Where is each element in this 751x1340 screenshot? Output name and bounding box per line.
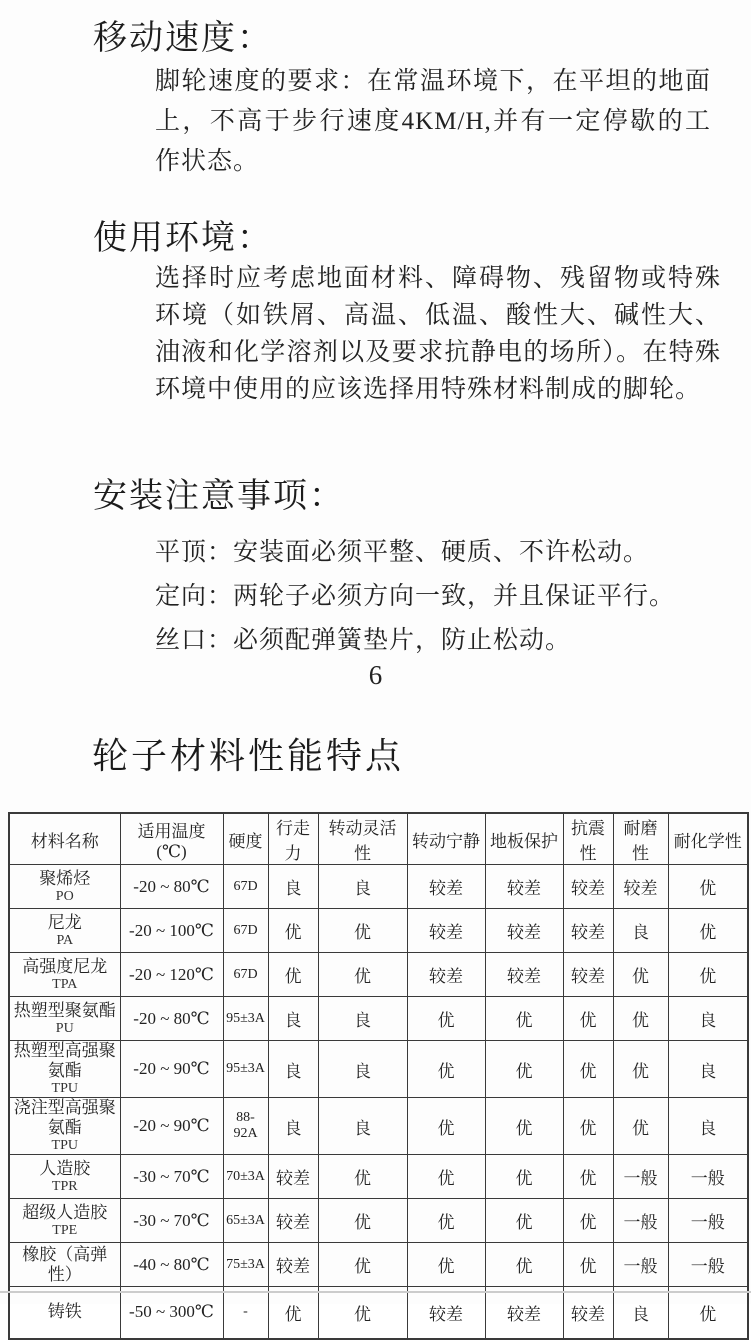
table-cell: 良 — [268, 1041, 318, 1098]
material-name-cell — [9, 997, 120, 1041]
installation-note-flat-top: 平顶：安装面必须平整、硬质、不许松动。 — [155, 539, 650, 566]
table-cell: 一般 — [668, 1243, 748, 1287]
table-cell: 75±3A — [223, 1243, 268, 1287]
material-name-cell — [9, 1243, 120, 1287]
table-row — [9, 953, 748, 997]
material-name-cell — [9, 1041, 120, 1098]
table-cell: 较差 — [563, 909, 613, 953]
material-name: 浇注型高强聚氨酯 — [13, 1098, 116, 1137]
column-header: 适用温度(℃) — [120, 813, 223, 865]
table-cell: 优 — [563, 1155, 613, 1199]
table-cell: 优 — [485, 1155, 563, 1199]
table-cell: 优 — [563, 1041, 613, 1098]
table-cell: 良 — [268, 1098, 318, 1155]
table-cell: -40 ~ 80℃ — [120, 1243, 223, 1287]
table-cell: 较差 — [268, 1243, 318, 1287]
table-cell: 较差 — [407, 909, 485, 953]
table-cell: - — [223, 1287, 268, 1339]
table-row — [9, 1199, 748, 1243]
material-name: 超级人造胶 — [22, 1202, 108, 1222]
table-row — [9, 997, 748, 1041]
table-cell: 良 — [268, 865, 318, 909]
material-name-cell — [9, 1287, 120, 1339]
table-cell: 优 — [318, 1243, 407, 1287]
table-cell: 优 — [668, 953, 748, 997]
table-cell: 较差 — [485, 953, 563, 997]
table-row — [9, 865, 748, 909]
table-row — [9, 1287, 748, 1339]
section-heading-usage-environment: 使用环境： — [93, 220, 273, 257]
table-cell: 一般 — [613, 1199, 668, 1243]
page-number: 6 — [368, 660, 383, 690]
material-name: 聚烯烃 — [39, 868, 91, 888]
table-cell: 良 — [668, 1098, 748, 1155]
table-cell: 较差 — [407, 865, 485, 909]
table-cell: 优 — [485, 1243, 563, 1287]
table-cell: 优 — [668, 909, 748, 953]
table-cell: 良 — [613, 909, 668, 953]
table-cell: 优 — [563, 1243, 613, 1287]
table-cell: 优 — [613, 953, 668, 997]
table-cell: 70±3A — [223, 1155, 268, 1199]
table-cell: 较差 — [268, 1199, 318, 1243]
table-cell: 优 — [318, 1199, 407, 1243]
table-cell: 良 — [318, 997, 407, 1041]
column-header: 耐磨性 — [613, 813, 668, 865]
material-properties-table — [8, 812, 749, 1340]
table-cell: 优 — [563, 1098, 613, 1155]
table-cell: 优 — [407, 1098, 485, 1155]
table-cell: 优 — [563, 1199, 613, 1243]
installation-note-threaded: 丝口：必须配弹簧垫片，防止松动。 — [155, 627, 572, 654]
table-cell: 较差 — [613, 865, 668, 909]
table-cell: -20 ~ 90℃ — [120, 1041, 223, 1098]
material-abbreviation: TPU — [51, 1081, 78, 1096]
table-cell: 较差 — [563, 1287, 613, 1339]
table-cell: -20 ~ 80℃ — [120, 997, 223, 1041]
table-cell: 优 — [563, 997, 613, 1041]
table-row — [9, 1098, 748, 1155]
table-cell: 88-92A — [223, 1098, 268, 1155]
table-cell: -50 ~ 300℃ — [120, 1287, 223, 1339]
table-cell: -30 ~ 70℃ — [120, 1155, 223, 1199]
table-title: 轮子材料性能特点 — [92, 736, 405, 776]
table-cell: 优 — [485, 1199, 563, 1243]
table-cell: 优 — [407, 1155, 485, 1199]
table-cell: 良 — [318, 1041, 407, 1098]
table-cell: 较差 — [268, 1155, 318, 1199]
table-cell: 一般 — [668, 1155, 748, 1199]
table-cell: 67D — [223, 953, 268, 997]
table-row — [9, 1243, 748, 1287]
table-cell: 优 — [485, 997, 563, 1041]
table-cell: 良 — [318, 865, 407, 909]
table-cell: 优 — [613, 997, 668, 1041]
table-cell: 较差 — [485, 1287, 563, 1339]
column-header: 地板保护 — [485, 813, 563, 865]
material-abbreviation: PA — [56, 932, 74, 948]
material-name: 人造胶 — [39, 1158, 91, 1178]
material-name-cell — [9, 865, 120, 909]
material-abbreviation: TPR — [51, 1178, 78, 1194]
material-name-cell — [9, 953, 120, 997]
table-cell: 较差 — [563, 953, 613, 997]
table-cell: 优 — [407, 997, 485, 1041]
table-cell: 优 — [613, 1041, 668, 1098]
table-cell: -20 ~ 100℃ — [120, 909, 223, 953]
table-cell: 67D — [223, 865, 268, 909]
table-cell: 一般 — [613, 1155, 668, 1199]
table-cell: 优 — [668, 1287, 748, 1339]
table-cell: 较差 — [563, 865, 613, 909]
material-name-cell — [9, 1199, 120, 1243]
table-cell: 良 — [668, 1041, 748, 1098]
table-cell: 良 — [613, 1287, 668, 1339]
table-body — [9, 865, 748, 1339]
column-header: 转动灵活性 — [318, 813, 407, 865]
material-name-cell — [9, 1098, 120, 1155]
page-edge-line — [0, 1291, 751, 1293]
table-row — [9, 1041, 748, 1098]
material-abbreviation: PU — [55, 1020, 74, 1036]
material-name: 热塑型高强聚氨酯 — [13, 1041, 116, 1080]
table-cell: -20 ~ 80℃ — [120, 865, 223, 909]
material-name: 高强度尼龙 — [22, 956, 108, 976]
table-cell: 67D — [223, 909, 268, 953]
table-cell: -20 ~ 120℃ — [120, 953, 223, 997]
table-cell: 优 — [407, 1199, 485, 1243]
material-name: 尼龙 — [47, 912, 82, 932]
table-cell: 一般 — [613, 1243, 668, 1287]
table-cell: 95±3A — [223, 1041, 268, 1098]
table-header-row — [9, 813, 748, 865]
column-header: 硬度 — [223, 813, 268, 865]
material-name-cell — [9, 909, 120, 953]
table-row — [9, 909, 748, 953]
table-cell: 良 — [668, 997, 748, 1041]
table-cell: 优 — [318, 953, 407, 997]
table-cell: -30 ~ 70℃ — [120, 1199, 223, 1243]
material-name: 铸铁 — [47, 1302, 82, 1322]
table-cell: 优 — [485, 1041, 563, 1098]
table-cell: 良 — [318, 1098, 407, 1155]
column-header: 行走力 — [268, 813, 318, 865]
table-cell: 优 — [407, 1041, 485, 1098]
section-heading-installation-notes: 安装注意事项： — [93, 478, 345, 515]
table-row — [9, 1155, 748, 1199]
table-cell: 优 — [318, 1287, 407, 1339]
table-cell: 优 — [668, 865, 748, 909]
material-abbreviation: TPE — [52, 1222, 78, 1238]
table-cell: 优 — [268, 953, 318, 997]
table-cell: -20 ~ 90℃ — [120, 1098, 223, 1155]
material-abbreviation: TPA — [52, 976, 78, 992]
table-cell: 优 — [318, 1155, 407, 1199]
paragraph-usage-environment: 选择时应考虑地面材料、障碍物、残留物或特殊环境（如铁屑、高温、低温、酸性大、碱性大、油液和化学溶剂以及要求抗静电的场所）。在特殊环境中使用的应该选择用特殊材料制成的脚轮。 — [155, 265, 721, 403]
column-header: 抗震性 — [563, 813, 613, 865]
material-name: 橡胶（高弹性） — [22, 1244, 108, 1284]
column-header: 耐化学性 — [668, 813, 748, 865]
table-cell: 较差 — [485, 909, 563, 953]
table-cell: 65±3A — [223, 1199, 268, 1243]
material-abbreviation: PO — [55, 888, 74, 904]
material-abbreviation: TPU — [51, 1138, 78, 1153]
table-cell: 优 — [268, 909, 318, 953]
installation-note-fixed-direction: 定向：两轮子必须方向一致，并且保证平行。 — [155, 583, 676, 610]
table-cell: 95±3A — [223, 997, 268, 1041]
table-cell: 较差 — [407, 953, 485, 997]
table-cell: 优 — [613, 1098, 668, 1155]
table-cell: 较差 — [407, 1287, 485, 1339]
material-name: 热塑型聚氨酯 — [13, 1000, 116, 1020]
paragraph-moving-speed: 脚轮速度的要求：在常温环境下，在平坦的地面上，不高于步行速度4KM/H,并有一定停歇的工作状态。 — [155, 68, 711, 175]
table-cell: 较差 — [485, 865, 563, 909]
table-cell: 良 — [268, 997, 318, 1041]
table-cell: 优 — [318, 909, 407, 953]
column-header: 转动宁静 — [407, 813, 485, 865]
table-cell: 优 — [485, 1098, 563, 1155]
table-cell: 一般 — [668, 1199, 748, 1243]
column-header: 材料名称 — [9, 813, 120, 865]
material-name-cell — [9, 1155, 120, 1199]
table-cell: 优 — [268, 1287, 318, 1339]
section-heading-moving-speed: 移动速度： — [93, 20, 273, 57]
table-cell: 优 — [407, 1243, 485, 1287]
